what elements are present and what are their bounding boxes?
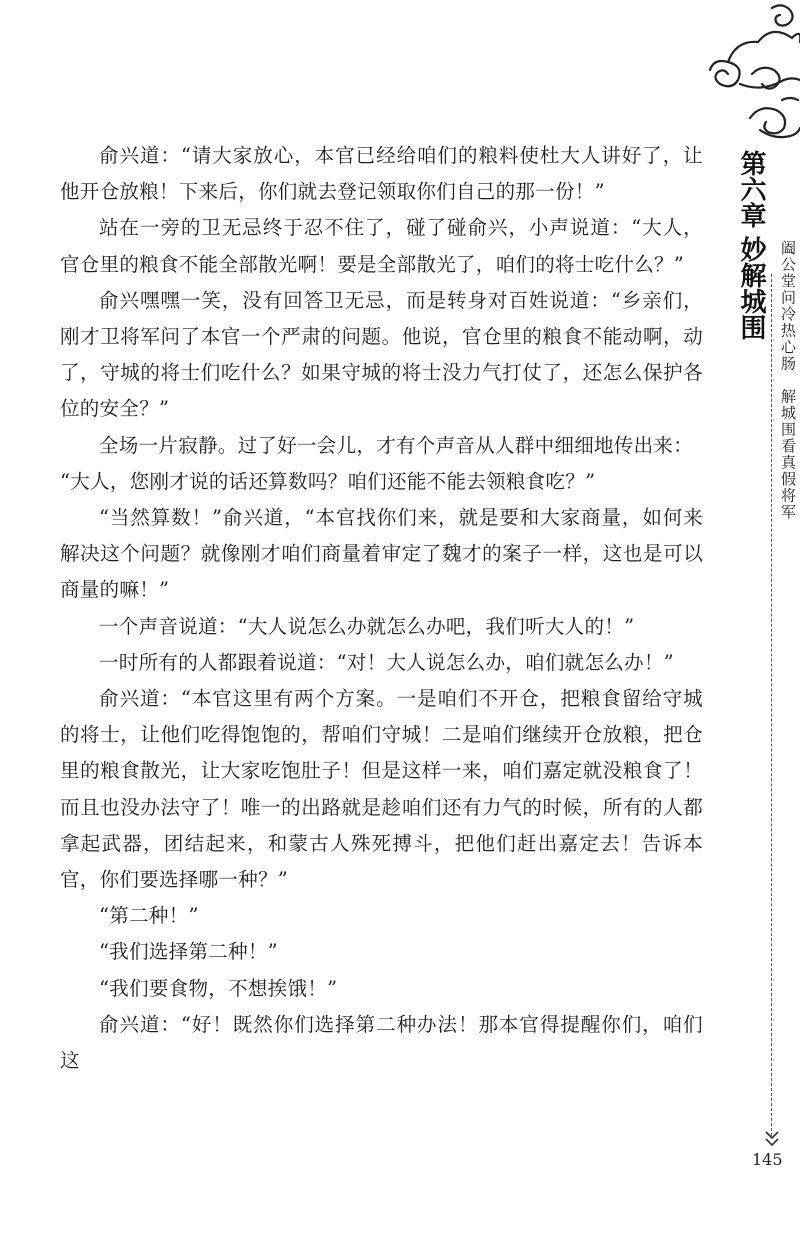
margin-divider bbox=[771, 274, 772, 1136]
double-chevron-down-icon bbox=[761, 1128, 783, 1150]
paragraph: “第二种！” bbox=[99, 904, 199, 928]
chapter-number: 第六章 bbox=[736, 150, 766, 228]
paragraph: 站在一旁的卫无忌终于忍不住了，碰了碰俞兴，小声说道：“大人，官仓里的粮食不能全部散光啊！要是全部散光了，咱们的将士吃什么？” bbox=[60, 216, 703, 276]
chapter-subtitle: 阖公堂问冷热心肠 解城围看真假将军 bbox=[779, 240, 797, 521]
page-number: 145 bbox=[752, 1150, 783, 1169]
paragraph: 一时所有的人都跟着说道：“对！大人说怎么办，咱们就怎么办！” bbox=[99, 650, 674, 674]
paragraph: 一个声音说道：“大人说怎么办就怎么办吧，我们听大人的！” bbox=[99, 614, 635, 638]
paragraph: 俞兴道：“请大家放心，本官已经给咱们的粮料使杜大人讲好了，让他开仓放粮！下来后，你们就去登记领取你们自己的那一份！” bbox=[60, 144, 703, 204]
paragraph: “当然算数！”俞兴道，“本官找你们来，就是要和大家商量，如何来解决这个问题？就像刚才咱们商量着审定了魏才的案子一样，这也是可以商量的嘛！” bbox=[60, 506, 703, 602]
paragraph: “大人，您刚才说的话还算数吗？咱们还能不能去领粮食吃？” bbox=[60, 469, 596, 493]
page-body bbox=[60, 138, 703, 1079]
paragraph: 全场一片寂静。过了好一会儿，才有个声音从人群中细细地传出来： bbox=[99, 433, 694, 457]
paragraph: “我们选择第二种！” bbox=[99, 940, 278, 964]
paragraph: 俞兴嘿嘿一笑，没有回答卫无忌，而是转身对百姓说道：“乡亲们，刚才卫将军问了本官一个严肃的问题。他说，官仓里的粮食不能动啊，动了，守城的将士们吃什么？如果守城的将士没力气打仗了，还怎么保护各位的安全？” bbox=[60, 288, 703, 421]
paragraph: 俞兴道：“本官这里有两个方案。一是咱们不开仓，把粮食留给守城的将士，让他们吃得饱饱的，帮咱们守城！二是咱们继续开仓放粮，把仓里的粮食散光，让大家吃饱肚子！但是这样一来，咱们嘉定就没粮食了！而且也没办法守了！唯一的出路就是趁咱们还有力气的时候，所有的人都拿起武器，团结起来，和蒙古人殊死搏斗，把他们赶出嘉定去！告诉本官，你们要选择哪一种？” bbox=[60, 687, 703, 892]
paragraph: “我们要食物，不想挨饿！” bbox=[99, 976, 338, 1000]
cloud-ornament-icon bbox=[700, 0, 800, 165]
chapter-title: 妙解城围 bbox=[736, 236, 766, 340]
paragraph: 俞兴道：“好！既然你们选择第二种办法！那本官得提醒你们，咱们这 bbox=[60, 1012, 703, 1073]
